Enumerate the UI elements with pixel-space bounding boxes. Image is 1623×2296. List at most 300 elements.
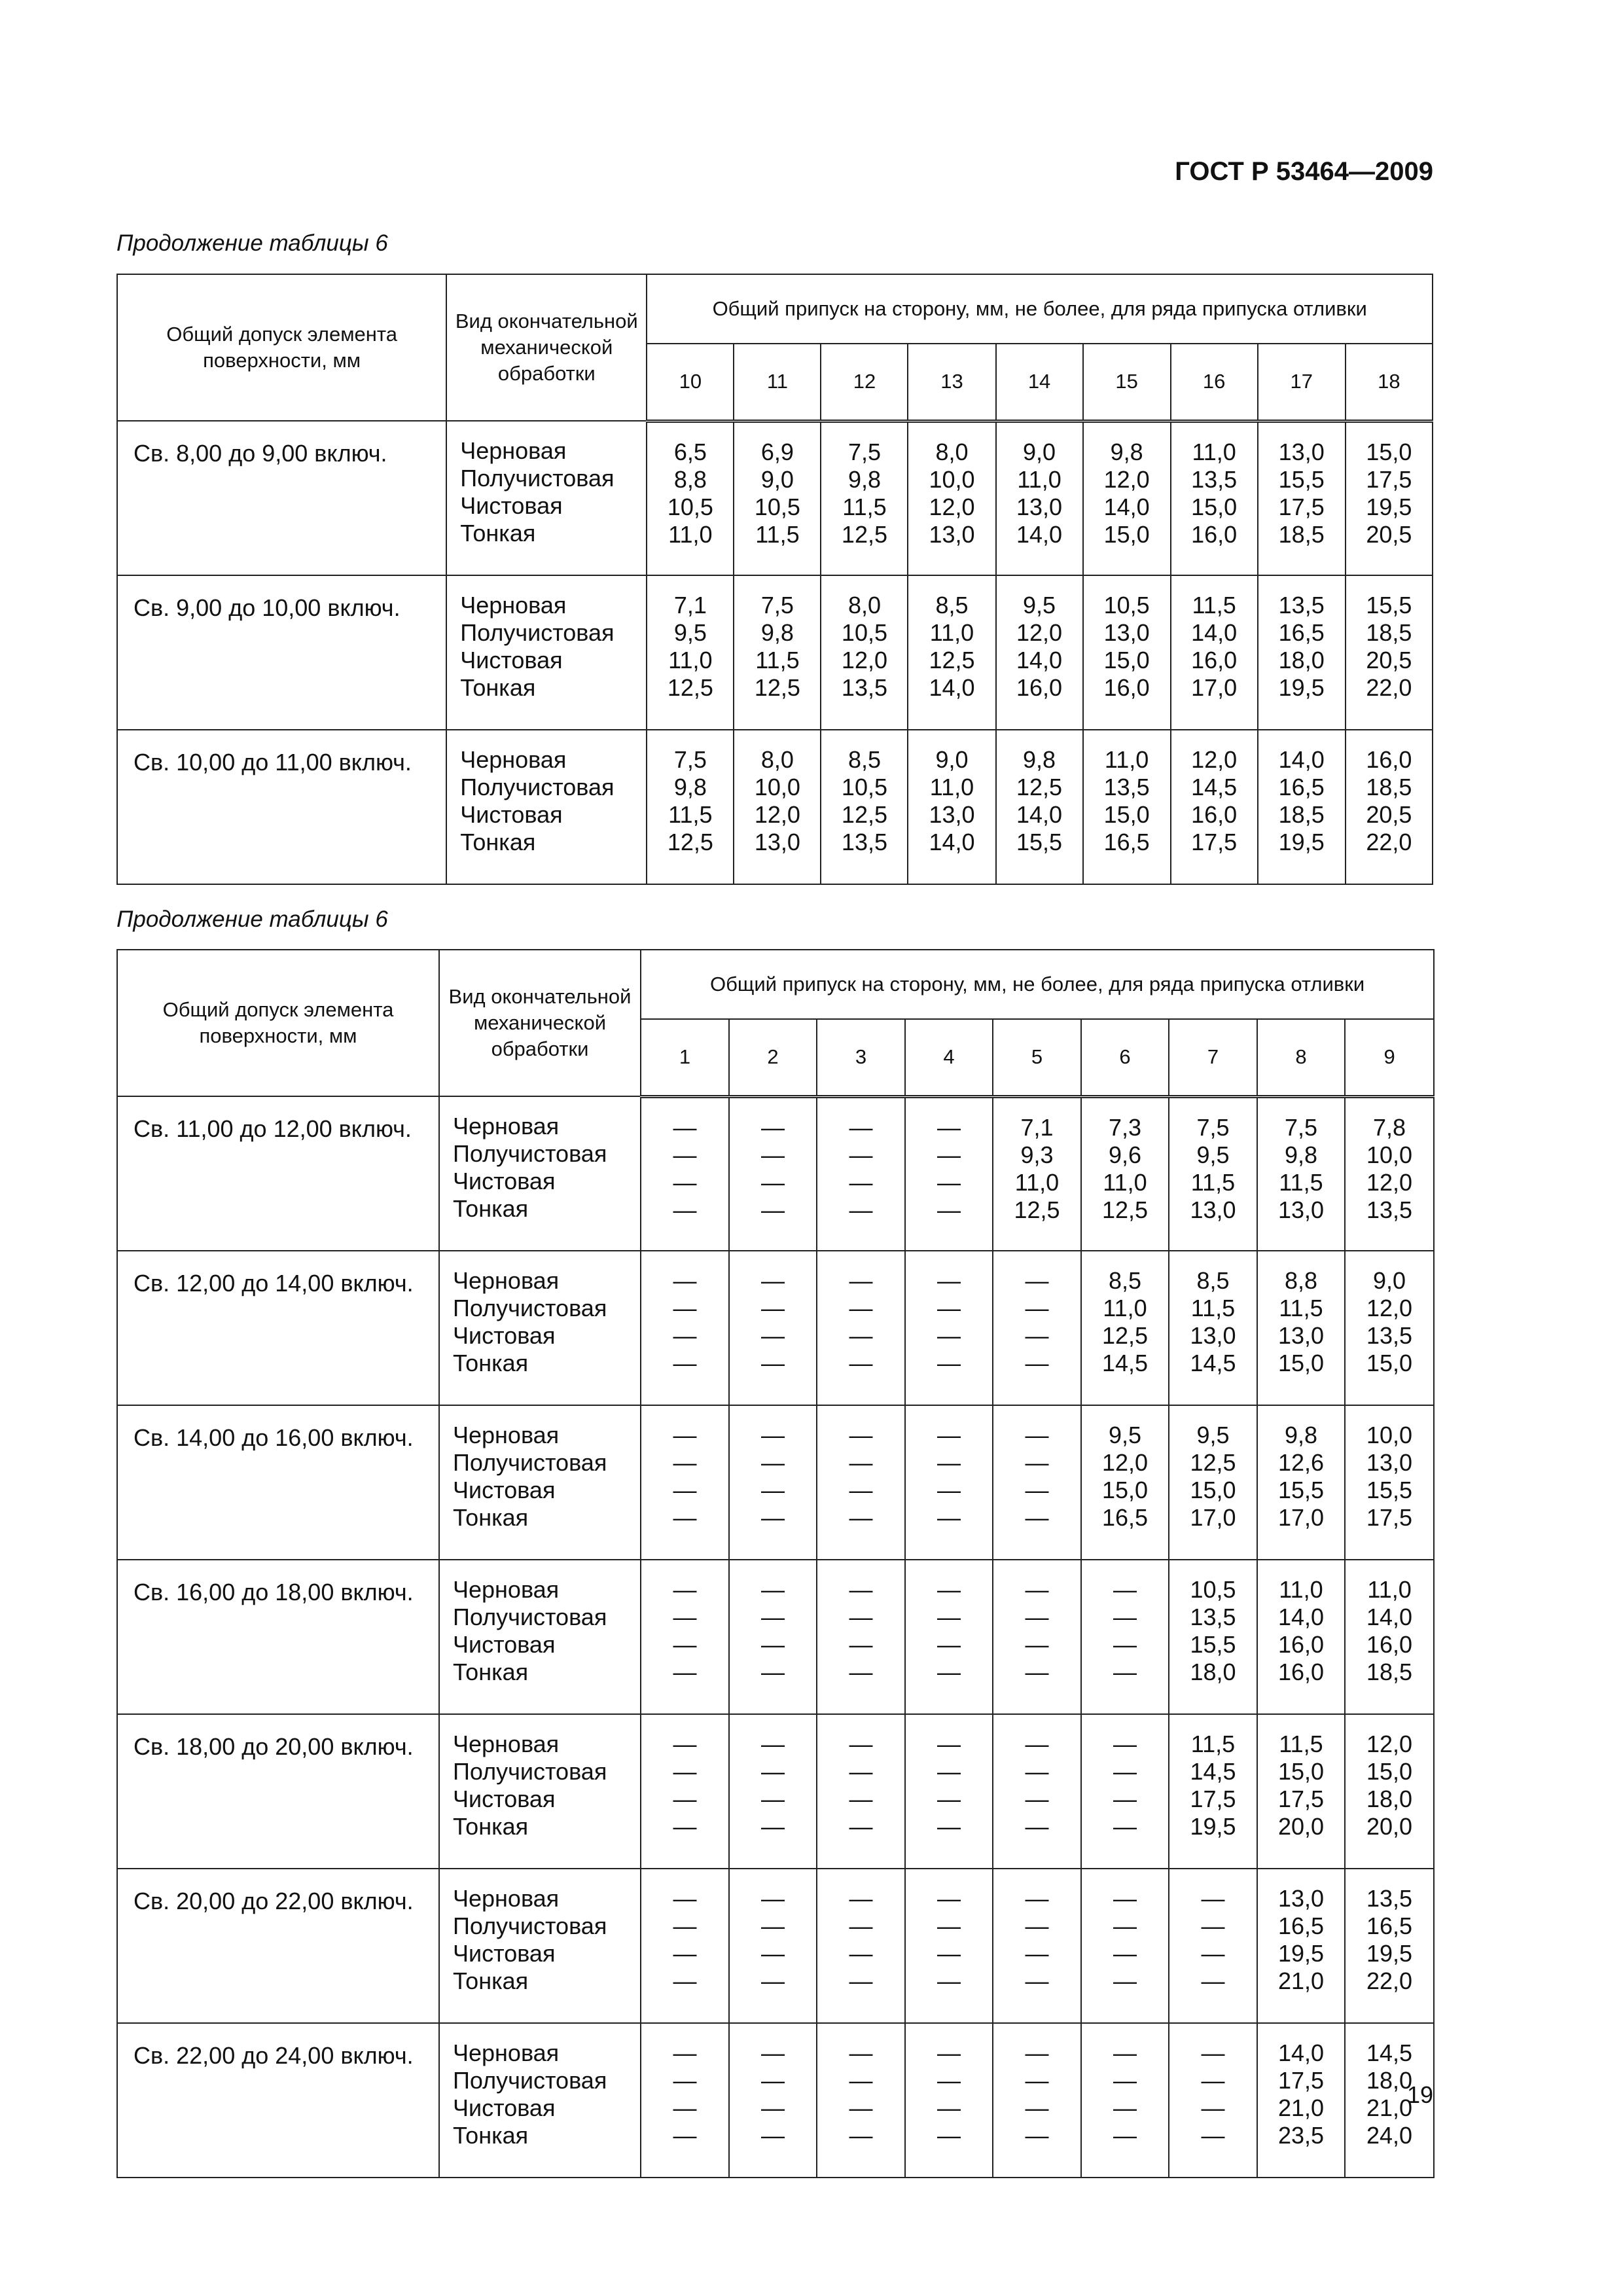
allowance-value: — [673, 1785, 697, 1812]
allowance-value: — [849, 2039, 873, 2066]
allowance-cell [993, 1869, 1081, 2023]
machining-type-label: Черновая [460, 592, 567, 619]
col-header-machining-type: Вид окончательной механической обработки [439, 950, 641, 1096]
allowance-value: 8,0 [760, 746, 794, 773]
allowance-cell [641, 2023, 729, 2178]
allowance-value: — [761, 1912, 785, 1939]
allowance-value: 10,5 [667, 493, 713, 520]
allowance-cell [734, 730, 821, 884]
allowance-cell [1257, 1714, 1345, 1869]
allowance-value: — [849, 1196, 873, 1223]
machining-type-cell [446, 575, 647, 730]
allowance-value: 12,5 [1016, 774, 1063, 800]
allowance-value: — [673, 1967, 697, 1994]
allowance-value: — [937, 1785, 961, 1812]
allowance-value: — [673, 1731, 697, 1757]
allowance-cell [993, 1405, 1081, 1560]
allowance-value: — [937, 1113, 961, 1141]
allowance-cell [817, 1096, 905, 1251]
allowance-value: 7,1 [673, 592, 707, 619]
allowance-value: — [761, 1604, 785, 1630]
allowance-value: — [849, 1940, 873, 1967]
allowance-value: 13,0 [1366, 1449, 1413, 1476]
allowance-value: 13,0 [929, 520, 975, 548]
allowance-cell [1257, 1869, 1345, 2023]
machining-type-label: Чистовая [453, 1785, 556, 1812]
allowance-cell [1345, 1096, 1434, 1251]
allowance-value: 8,5 [847, 746, 881, 773]
allowance-value: 9,3 [1020, 1141, 1054, 1168]
allowance-value: 9,5 [1196, 1141, 1230, 1168]
tolerance-range-cell: Св. 14,00 до 16,00 включ. [117, 1405, 439, 1560]
allowance-value: 15,0 [1366, 1758, 1413, 1785]
allowance-value: — [761, 1731, 785, 1757]
allowance-value: — [673, 1659, 697, 1685]
allowance-value: — [849, 1295, 873, 1321]
allowance-value: — [937, 1604, 961, 1630]
allowance-value: 16,5 [1278, 619, 1325, 646]
tolerance-range-cell: Св. 20,00 до 22,00 включ. [117, 1869, 439, 2023]
allowance-value: 10,5 [1190, 1576, 1236, 1603]
machining-type-label: Чистовая [460, 801, 563, 828]
allowance-value: — [1113, 1785, 1137, 1812]
allowance-value: 18,0 [1366, 1785, 1413, 1812]
allowance-cell [993, 1096, 1081, 1251]
table-row [117, 575, 1433, 730]
table-row [117, 1714, 1434, 1869]
machining-type-label: Черновая [460, 746, 567, 773]
allowance-value: 16,0 [1277, 1631, 1325, 1658]
allowance-value: — [937, 1168, 961, 1196]
allowance-value: 14,0 [1278, 746, 1325, 773]
allowance-value: 18,5 [1366, 774, 1412, 800]
allowance-value: 9,8 [1110, 438, 1143, 465]
machining-type-cell [439, 1096, 641, 1251]
allowance-value: — [1025, 1477, 1049, 1503]
allowance-cell [817, 1251, 905, 1405]
allowance-value: 16,0 [1366, 746, 1412, 773]
allowance-value: — [849, 1785, 873, 1812]
allowance-value: 12,0 [929, 493, 975, 520]
allowance-value: 12,0 [1191, 746, 1238, 773]
allowance-cell [1169, 1096, 1257, 1251]
allowance-value: — [937, 1885, 961, 1912]
table-row [117, 1251, 1434, 1405]
allowance-value: 17,5 [1278, 493, 1325, 520]
allowance-cell [996, 730, 1083, 884]
allowance-value: 15,0 [1277, 1758, 1325, 1785]
allowance-value: — [849, 1604, 873, 1630]
allowance-cell [821, 575, 908, 730]
allowance-cell [1081, 1096, 1169, 1251]
allowance-value: 12,0 [1366, 1295, 1413, 1321]
allowance-cell [641, 1714, 729, 1869]
table-row [117, 2023, 1434, 2178]
table-row [117, 1405, 1434, 1560]
allowance-value: 7,3 [1108, 1113, 1142, 1141]
allowance-value: — [1201, 2067, 1225, 2094]
allowance-value: — [761, 1295, 785, 1321]
allowance-value: 12,5 [929, 647, 975, 673]
allowance-value: — [673, 2039, 697, 2066]
allowance-cell [1345, 1869, 1434, 2023]
allowance-value: 8,5 [1196, 1267, 1230, 1294]
allowance-value: — [673, 1631, 697, 1658]
allowance-value: 19,5 [1278, 674, 1325, 701]
allowance-cell [1169, 1251, 1257, 1405]
allowance-value: 6,5 [673, 438, 707, 465]
allowance-value: 14,5 [1190, 1758, 1236, 1785]
allowance-value: 16,0 [1191, 647, 1238, 673]
allowance-value: — [673, 1168, 697, 1196]
machining-type-label: Чистовая [453, 1322, 556, 1349]
allowance-value: — [849, 1422, 873, 1448]
table-row [117, 730, 1433, 884]
allowance-value: 12,6 [1277, 1449, 1325, 1476]
allowance-value: — [1025, 1912, 1049, 1939]
col-header-series: 14 [996, 344, 1083, 421]
allowance-value: — [849, 1912, 873, 1939]
allowance-value: 9,0 [935, 746, 969, 773]
allowance-cell [1257, 1096, 1345, 1251]
allowance-value: 11,5 [1192, 592, 1236, 619]
machining-type-label: Тонкая [453, 1659, 529, 1685]
allowance-value: 8,0 [935, 438, 969, 465]
allowance-cell [908, 730, 995, 884]
allowance-value: 9,5 [673, 619, 707, 646]
allowance-value: — [937, 2067, 961, 2094]
machining-type-label: Получистовая [453, 1449, 607, 1476]
allowance-value: 16,5 [1101, 1504, 1149, 1531]
allowance-value: — [673, 2067, 697, 2094]
machining-type-cell [446, 730, 647, 884]
allowance-value: 9,5 [1108, 1422, 1142, 1448]
allowance-value: 13,5 [1190, 1604, 1236, 1630]
allowance-value: — [849, 1477, 873, 1503]
machining-type-cell [439, 1560, 641, 1714]
table-row [117, 1560, 1434, 1714]
allowance-cell [905, 1096, 993, 1251]
allowance-value: — [849, 2122, 873, 2149]
allowance-value: 7,8 [1373, 1113, 1406, 1141]
allowance-value: 14,0 [929, 829, 975, 855]
allowance-value: 20,5 [1366, 801, 1412, 828]
allowance-value: — [1025, 1504, 1049, 1531]
machining-type-label: Черновая [453, 1267, 560, 1294]
allowance-value: 17,0 [1190, 1504, 1236, 1531]
allowance-value: 10,0 [1366, 1141, 1413, 1168]
allowance-value: — [849, 1449, 873, 1476]
allowance-value: — [761, 1350, 785, 1376]
allowance-value: 18,5 [1278, 520, 1325, 548]
allowance-cell [993, 1714, 1081, 1869]
machining-type-label: Получистовая [460, 774, 615, 800]
allowance-value: — [1025, 1576, 1049, 1603]
allowance-value: 9,8 [1284, 1422, 1318, 1448]
allowance-value: 16,0 [1191, 801, 1238, 828]
allowance-value: — [673, 2122, 697, 2149]
allowance-value: — [1113, 1967, 1137, 1994]
allowance-cell [1346, 421, 1433, 575]
allowance-cell [1083, 421, 1171, 575]
allowance-value: 15,0 [1277, 1350, 1325, 1376]
page-number: 19 [1406, 2081, 1433, 2108]
machining-type-label: Тонкая [453, 2122, 529, 2149]
machining-type-label: Тонкая [453, 1967, 529, 1994]
machining-type-cell [439, 1405, 641, 1560]
allowance-value: 15,5 [1366, 592, 1412, 619]
col-header-series: 2 [729, 1019, 817, 1096]
allowance-value: — [937, 1504, 961, 1531]
allowance-value: — [937, 1267, 961, 1294]
allowance-value: 15,0 [1191, 493, 1238, 520]
allowance-value: — [1113, 2094, 1137, 2121]
machining-type-label: Чистовая [453, 1631, 556, 1658]
allowance-value: — [937, 1196, 961, 1223]
allowance-value: — [1025, 2122, 1049, 2149]
allowance-value: — [1025, 1813, 1049, 1840]
allowance-value: 13,0 [1277, 1885, 1325, 1912]
allowance-value: 15,0 [1190, 1477, 1236, 1503]
allowance-cell [1171, 421, 1258, 575]
allowance-value: 16,0 [1016, 674, 1063, 701]
allowance-value: — [937, 1731, 961, 1757]
allowance-cell [817, 1869, 905, 2023]
col-header-series: 18 [1346, 344, 1433, 421]
allowance-value: 22,0 [1366, 1967, 1413, 1994]
allowance-value: 11,0 [1017, 465, 1061, 493]
allowance-cell [908, 421, 995, 575]
allowance-value: 12,0 [1016, 619, 1063, 646]
allowance-value: — [849, 1267, 873, 1294]
allowance-cell [1081, 1405, 1169, 1560]
allowance-value: — [761, 2039, 785, 2066]
col-header-series: 5 [993, 1019, 1081, 1096]
allowance-cell [641, 1869, 729, 2023]
allowance-cell [1345, 1714, 1434, 1869]
allowance-value: — [937, 1813, 961, 1840]
allowance-value: 13,0 [1190, 1322, 1236, 1349]
allowance-value: — [1025, 1659, 1049, 1685]
allowance-value: — [1201, 1940, 1225, 1967]
allowance-value: 19,5 [1366, 1940, 1413, 1967]
machining-type-label: Тонкая [453, 1195, 529, 1222]
allowance-value: 16,5 [1103, 829, 1150, 855]
allowance-value: 16,0 [1191, 520, 1238, 548]
allowance-value: — [673, 1322, 697, 1349]
allowance-value: — [937, 1659, 961, 1685]
allowance-value: — [1025, 1350, 1049, 1376]
allowance-value: — [849, 1967, 873, 1994]
machining-type-label: Черновая [460, 437, 567, 464]
allowance-value: 16,0 [1366, 1631, 1413, 1658]
machining-type-label: Получистовая [460, 465, 615, 492]
tolerance-range-cell: Св. 12,00 до 14,00 включ. [117, 1251, 439, 1405]
allowance-value: 13,5 [841, 829, 887, 855]
allowance-value: — [1201, 1967, 1225, 1994]
allowance-cell [1169, 1869, 1257, 2023]
allowance-value: 11,0 [1104, 746, 1149, 773]
col-header-series: 8 [1257, 1019, 1345, 1096]
allowance-value: — [761, 1449, 785, 1476]
allowance-value: 19,5 [1190, 1813, 1236, 1840]
allowance-value: 11,0 [929, 619, 974, 646]
allowance-value: — [673, 1449, 697, 1476]
allowance-value: 17,5 [1366, 465, 1412, 493]
allowance-cell [1345, 1251, 1434, 1405]
allowance-value: 13,0 [1277, 1196, 1325, 1223]
col-header-series: 16 [1171, 344, 1258, 421]
allowance-cell [908, 575, 995, 730]
allowance-value: — [1025, 1449, 1049, 1476]
machining-type-label: Тонкая [460, 520, 536, 547]
allowance-value: 7,5 [673, 746, 707, 773]
allowance-value: — [1025, 1267, 1049, 1294]
allowance-value: — [849, 1576, 873, 1603]
col-header-machining-type: Вид окончательной механической обработки [446, 274, 647, 421]
allowance-cell [1345, 1560, 1434, 1714]
allowance-value: — [849, 1168, 873, 1196]
allowance-cell [905, 1560, 993, 1714]
allowance-value: 18,0 [1190, 1659, 1236, 1685]
allowance-value: 10,5 [1103, 592, 1150, 619]
allowance-value: — [673, 1422, 697, 1448]
allowance-value: — [849, 2067, 873, 2094]
allowance-value: — [937, 2039, 961, 2066]
allowance-cell [1258, 575, 1346, 730]
allowance-value: 14,5 [1101, 1350, 1149, 1376]
allowance-value: — [1201, 2122, 1225, 2149]
machining-type-label: Получистовая [453, 1912, 607, 1939]
allowance-cell [993, 2023, 1081, 2178]
allowance-value: 17,5 [1277, 1785, 1325, 1812]
machining-type-label: Тонкая [460, 829, 536, 855]
allowance-value: 7,5 [1196, 1113, 1230, 1141]
allowance-value: — [673, 1295, 697, 1321]
allowance-value: — [673, 2094, 697, 2121]
allowance-value: — [1113, 1631, 1137, 1658]
allowance-value: 19,5 [1366, 493, 1412, 520]
allowance-value: 14,5 [1190, 1350, 1236, 1376]
machining-type-label: Черновая [453, 1113, 560, 1139]
allowance-cell [1257, 1560, 1345, 1714]
allowance-cell [1257, 1251, 1345, 1405]
machining-type-label: Тонкая [453, 1504, 529, 1531]
machining-type-label: Черновая [453, 1576, 560, 1603]
machining-type-label: Черновая [453, 1885, 560, 1912]
table-caption: Продолжение таблицы 6 [116, 906, 388, 932]
allowance-cell [1258, 730, 1346, 884]
allowance-value: 9,8 [760, 619, 794, 646]
allowance-value: 9,0 [1023, 438, 1056, 465]
allowance-cell [1083, 730, 1171, 884]
allowance-value: 11,0 [1279, 1576, 1323, 1603]
allowance-value: — [1113, 1731, 1137, 1757]
allowance-value: — [1025, 1604, 1049, 1630]
allowance-cell [641, 1560, 729, 1714]
allowance-value: 14,0 [1016, 520, 1063, 548]
col-header-tolerance: Общий допуск элемента поверхности, мм [117, 274, 446, 421]
allowance-value: — [1025, 1940, 1049, 1967]
allowance-value: — [673, 1141, 697, 1168]
allowance-cell [905, 2023, 993, 2178]
allowance-cell [993, 1560, 1081, 1714]
allowance-value: 9,8 [1023, 746, 1056, 773]
allowance-value: — [937, 1940, 961, 1967]
allowance-value: 16,5 [1366, 1912, 1413, 1939]
machining-type-label: Тонкая [460, 674, 536, 701]
allowance-value: 24,0 [1366, 2122, 1413, 2149]
allowance-value: — [761, 2094, 785, 2121]
allowance-cell [817, 1714, 905, 1869]
allowance-value: 11,5 [755, 647, 800, 673]
machining-type-label: Получистовая [453, 1604, 607, 1630]
col-header-series: 11 [734, 344, 821, 421]
allowance-value: 17,5 [1366, 1504, 1413, 1531]
allowance-value: — [1025, 1967, 1049, 1994]
allowance-cell [817, 1405, 905, 1560]
allowance-value: 11,5 [1190, 1731, 1236, 1757]
allowance-value: 15,0 [1366, 438, 1412, 465]
allowance-cell [817, 1560, 905, 1714]
allowance-value: — [849, 1758, 873, 1785]
allowance-value: 14,0 [1277, 1604, 1325, 1630]
allowance-value: 8,8 [673, 465, 707, 493]
allowance-value: 14,0 [1366, 1604, 1413, 1630]
machining-type-label: Получистовая [453, 2067, 607, 2094]
allowance-value: 22,0 [1366, 674, 1412, 701]
allowance-value: — [937, 1141, 961, 1168]
allowance-value: 12,0 [841, 647, 887, 673]
allowance-value: — [1201, 2039, 1225, 2066]
allowance-value: — [673, 1504, 697, 1531]
col-header-allowance-group: Общий припуск на сторону, мм, не более, для ряда припуска отливки [641, 950, 1434, 1019]
allowance-value: 13,0 [1277, 1322, 1325, 1349]
machining-type-label: Получистовая [453, 1295, 607, 1321]
allowance-value: 9,5 [1196, 1422, 1230, 1448]
allowance-value: — [761, 1813, 785, 1840]
allowance-value: — [673, 1758, 697, 1785]
allowance-value: 10,0 [929, 465, 975, 493]
allowance-value: — [937, 2122, 961, 2149]
allowance-cell [729, 1869, 817, 2023]
allowance-cell [1258, 421, 1346, 575]
machining-type-label: Черновая [453, 1731, 560, 1757]
allowance-cell [1346, 730, 1433, 884]
allowance-value: — [761, 1141, 785, 1168]
allowance-value: — [849, 1350, 873, 1376]
allowance-value: 16,5 [1278, 774, 1325, 800]
allowance-value: — [761, 1322, 785, 1349]
machining-type-label: Тонкая [453, 1813, 529, 1840]
allowance-value: — [937, 1576, 961, 1603]
allowance-value: 11,0 [1367, 1576, 1412, 1603]
allowance-value: 8,8 [1284, 1267, 1318, 1294]
allowance-value: 16,0 [1103, 674, 1150, 701]
allowance-cell [993, 1251, 1081, 1405]
allowance-value: 13,5 [1366, 1885, 1413, 1912]
allowance-cell [1171, 730, 1258, 884]
allowance-value: — [1025, 2067, 1049, 2094]
allowance-value: 13,5 [841, 674, 887, 701]
allowance-value: 12,5 [841, 801, 887, 828]
allowance-value: — [673, 1604, 697, 1630]
allowance-value: 14,0 [1016, 647, 1063, 673]
tolerance-range-cell: Св. 10,00 до 11,00 включ. [117, 730, 446, 884]
allowance-value: — [1113, 1885, 1137, 1912]
allowance-value: 15,0 [1366, 1350, 1413, 1376]
allowance-cell [1169, 2023, 1257, 2178]
